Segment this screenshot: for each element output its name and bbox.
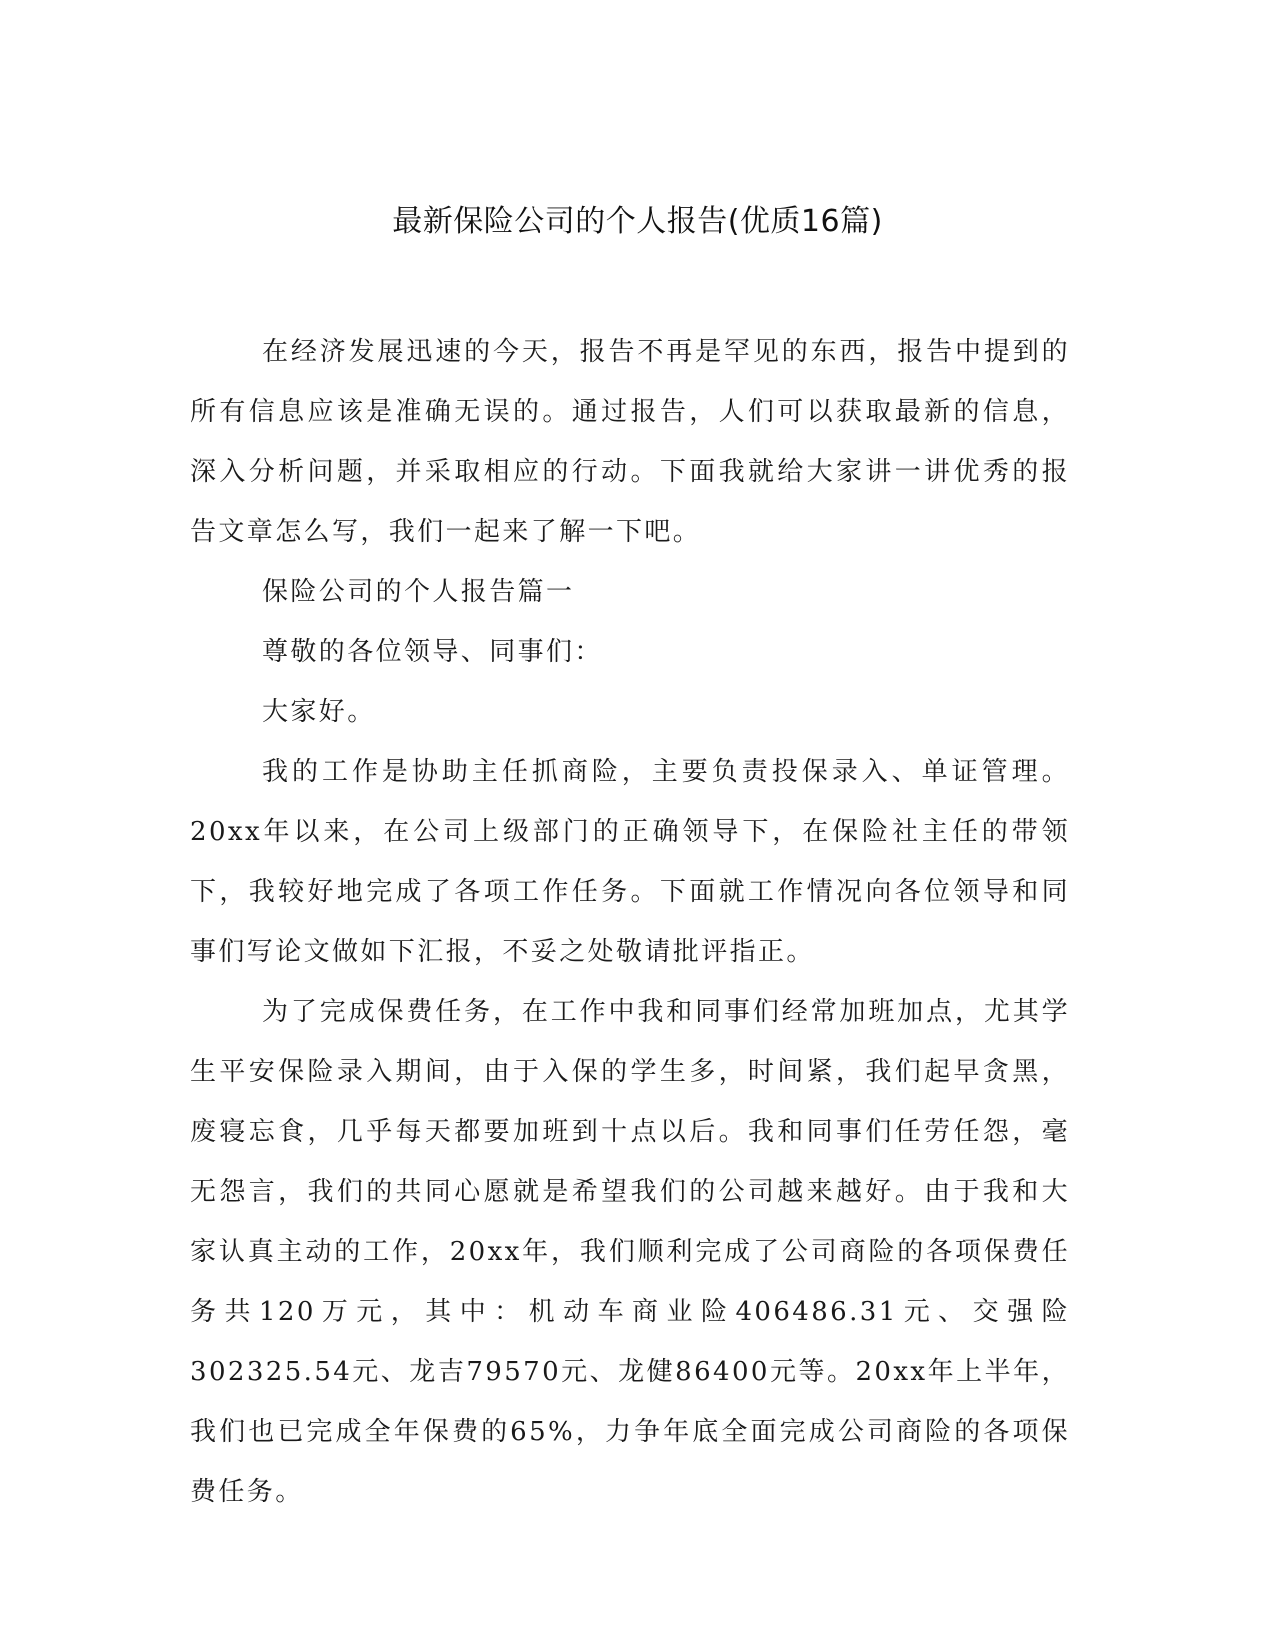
premium-task-paragraph: 为了完成保费任务，在工作中我和同事们经常加班加点，尤其学生平安保险录入期间，由于入保的学生多，时间紧，我们起早贪黑，废寝忘食，几乎每天都要加班到十点以后。我和同事们任劳任怨，毫无怨言，我们的共同心愿就是希望我们的公司越来越好。由于我和大家认真主动的工作，20xx年，我们顺利完成了公司商险的各项保费任务共120万元，其中：机动车商业险406486.31元、交强险302325.54元、龙吉79570元、龙健86400元等。20xx年上半年，我们也已完成全年保费的65%，力争年底全面完成公司商险的各项保费任务。: [190, 997, 1070, 1507]
document-title: 最新保险公司的个人报告(优质16篇): [392, 204, 883, 239]
work-description-paragraph: 我的工作是协助主任抓商险，主要负责投保录入、单证管理。20xx年以来，在公司上级部门的正确领导下，在保险社主任的带领下，我较好地完成了各项工作任务。下面就工作情况向各位领导和同事们写论文做如下汇报，不妥之处敬请批评指正。: [190, 757, 1070, 967]
document-body: [190, 322, 1070, 1522]
greeting: 大家好。: [262, 697, 376, 727]
intro-paragraph: 在经济发展迅速的今天，报告不再是罕见的东西，报告中提到的所有信息应该是准确无误的。通过报告，人们可以获取最新的信息，深入分析问题，并采取相应的行动。下面我就给大家讲一讲优秀的报告文章怎么写，我们一起来了解一下吧。: [190, 337, 1070, 547]
salutation: 尊敬的各位领导、同事们：: [262, 637, 603, 667]
section-heading: 保险公司的个人报告篇一: [262, 577, 575, 607]
